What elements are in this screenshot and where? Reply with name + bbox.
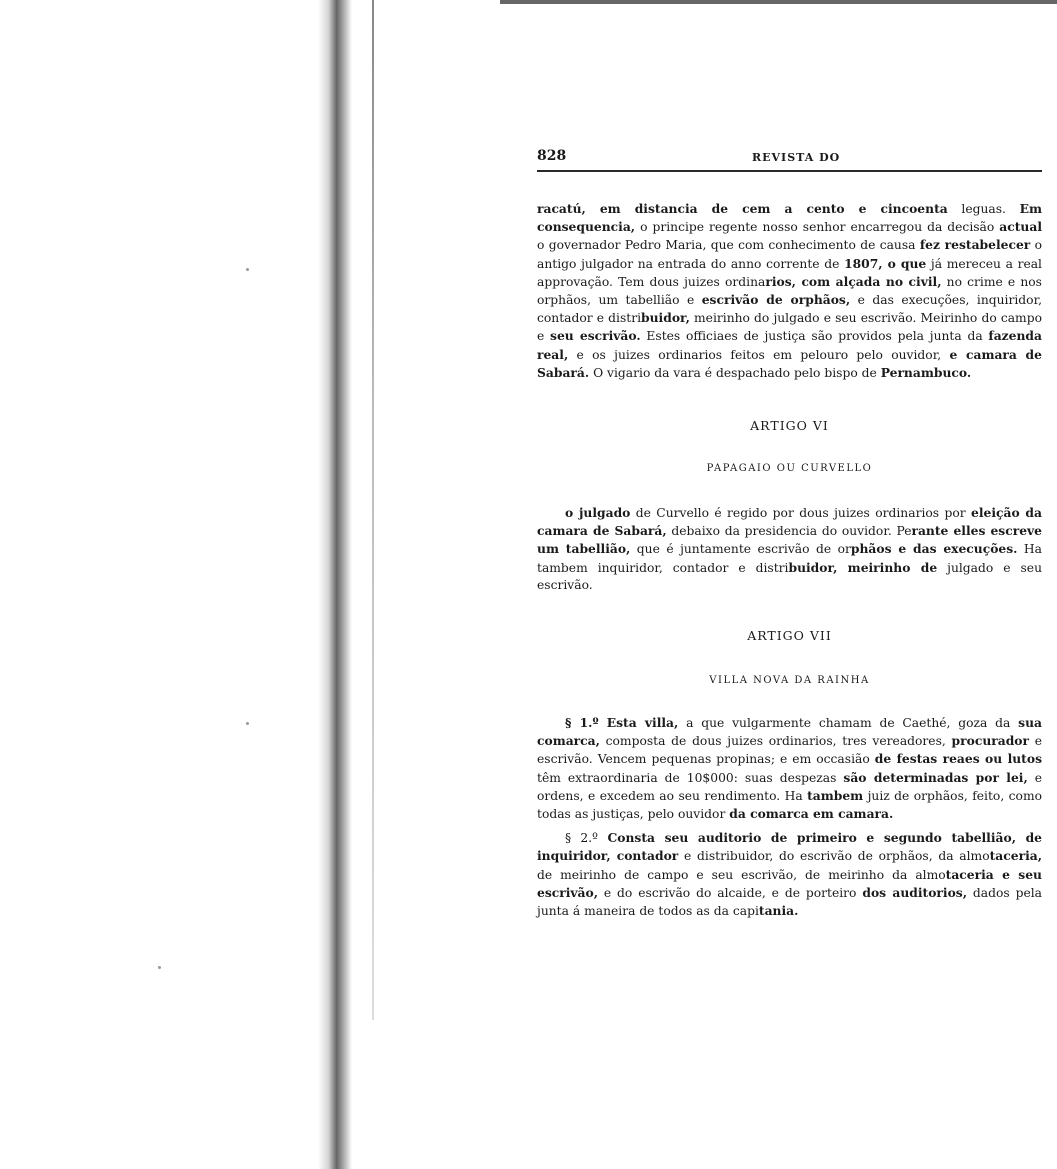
book-page	[537, 148, 1042, 920]
book-gutter-shadow	[318, 0, 352, 1169]
artigo-vi-heading: ARTIGO VI	[750, 418, 829, 434]
artigo-vii-subheading: VILLA NOVA DA RAINHA	[709, 675, 870, 687]
scan-speck	[246, 268, 249, 271]
scan-speck	[246, 722, 249, 725]
paragraph-curvello: o julgado de Curvello é regido por dous juizes ordinarios por eleição da camara de Sabará, debaixo da presidencia do ouvidor. Perante elles escreve um tabellião, que é juntamente escrivão de orphãos e das execuções. Ha tambem inquiridor, contador e distribuidor, meirinho de julgado e seu escrivão.	[537, 505, 1042, 592]
paragraph-section-2: § 2.º Consta seu auditorio de primeiro e segundo tabellião, de inquiridor, contador e distribuidor, do escrivão de orphãos, da almotaceria, de meirinho de campo e seu escrivão, de meirinho da almotaceria e seu escrivão, e do escrivão do alcaide, e de porteiro dos auditorios, dados pela junta á maneira de todos as da capitania.	[537, 830, 1043, 919]
running-head	[537, 148, 1042, 172]
paragraph-intro: racatú, em distancia de cem a cento e cincoenta leguas. Em consequencia, o principe regente nosso senhor encarregou da decisão actual o governador Pedro Maria, que com conhecimento de causa fez restabelecer o antigo julgador na entrada do anno corrente de 1807, o que já mereceu a real approvação. Tem dous juizes ordinarios, com alçada no civil, no crime e nos orphãos, um tabellião e escrivão de orphãos, e das execuções, inquiridor, contador e distribuidor, meirinho do julgado e seu escrivão. Meirinho do campo e seu escrivão. Estes officiaes de justiça são providos pela junta da fazenda real, e os juizes ordinarios feitos em pelouro pelo ouvidor, e camara de Sabará. O vigario da vara é despachado pelo bispo de Pernambuco.	[537, 201, 1043, 380]
page-number: 828	[537, 148, 567, 164]
paragraph-section-1: § 1.º Esta villa, a que vulgarmente chamam de Caethé, goza da sua comarca, composta de dous juizes ordinarios, tres vereadores, procurador e escrivão. Vencem pequenas propinas; e em occasião de festas reaes ou lutos têm extraordinaria de 10$000: suas despezas são determinadas por lei, e ordens, e excedem ao seu rendimento. Ha tambem juiz de orphãos, feito, como todas as justiças, pelo ouvidor da comarca em camara.	[537, 715, 1043, 822]
gutter-edge-line	[372, 0, 374, 1020]
scan-speck	[158, 966, 161, 969]
artigo-vi-subheading: PAPAGAIO OU CURVELLO	[706, 463, 873, 475]
page-top-edge	[500, 0, 1057, 4]
running-title: REVISTA DO	[752, 151, 841, 164]
artigo-vii-heading: ARTIGO VII	[747, 628, 832, 644]
